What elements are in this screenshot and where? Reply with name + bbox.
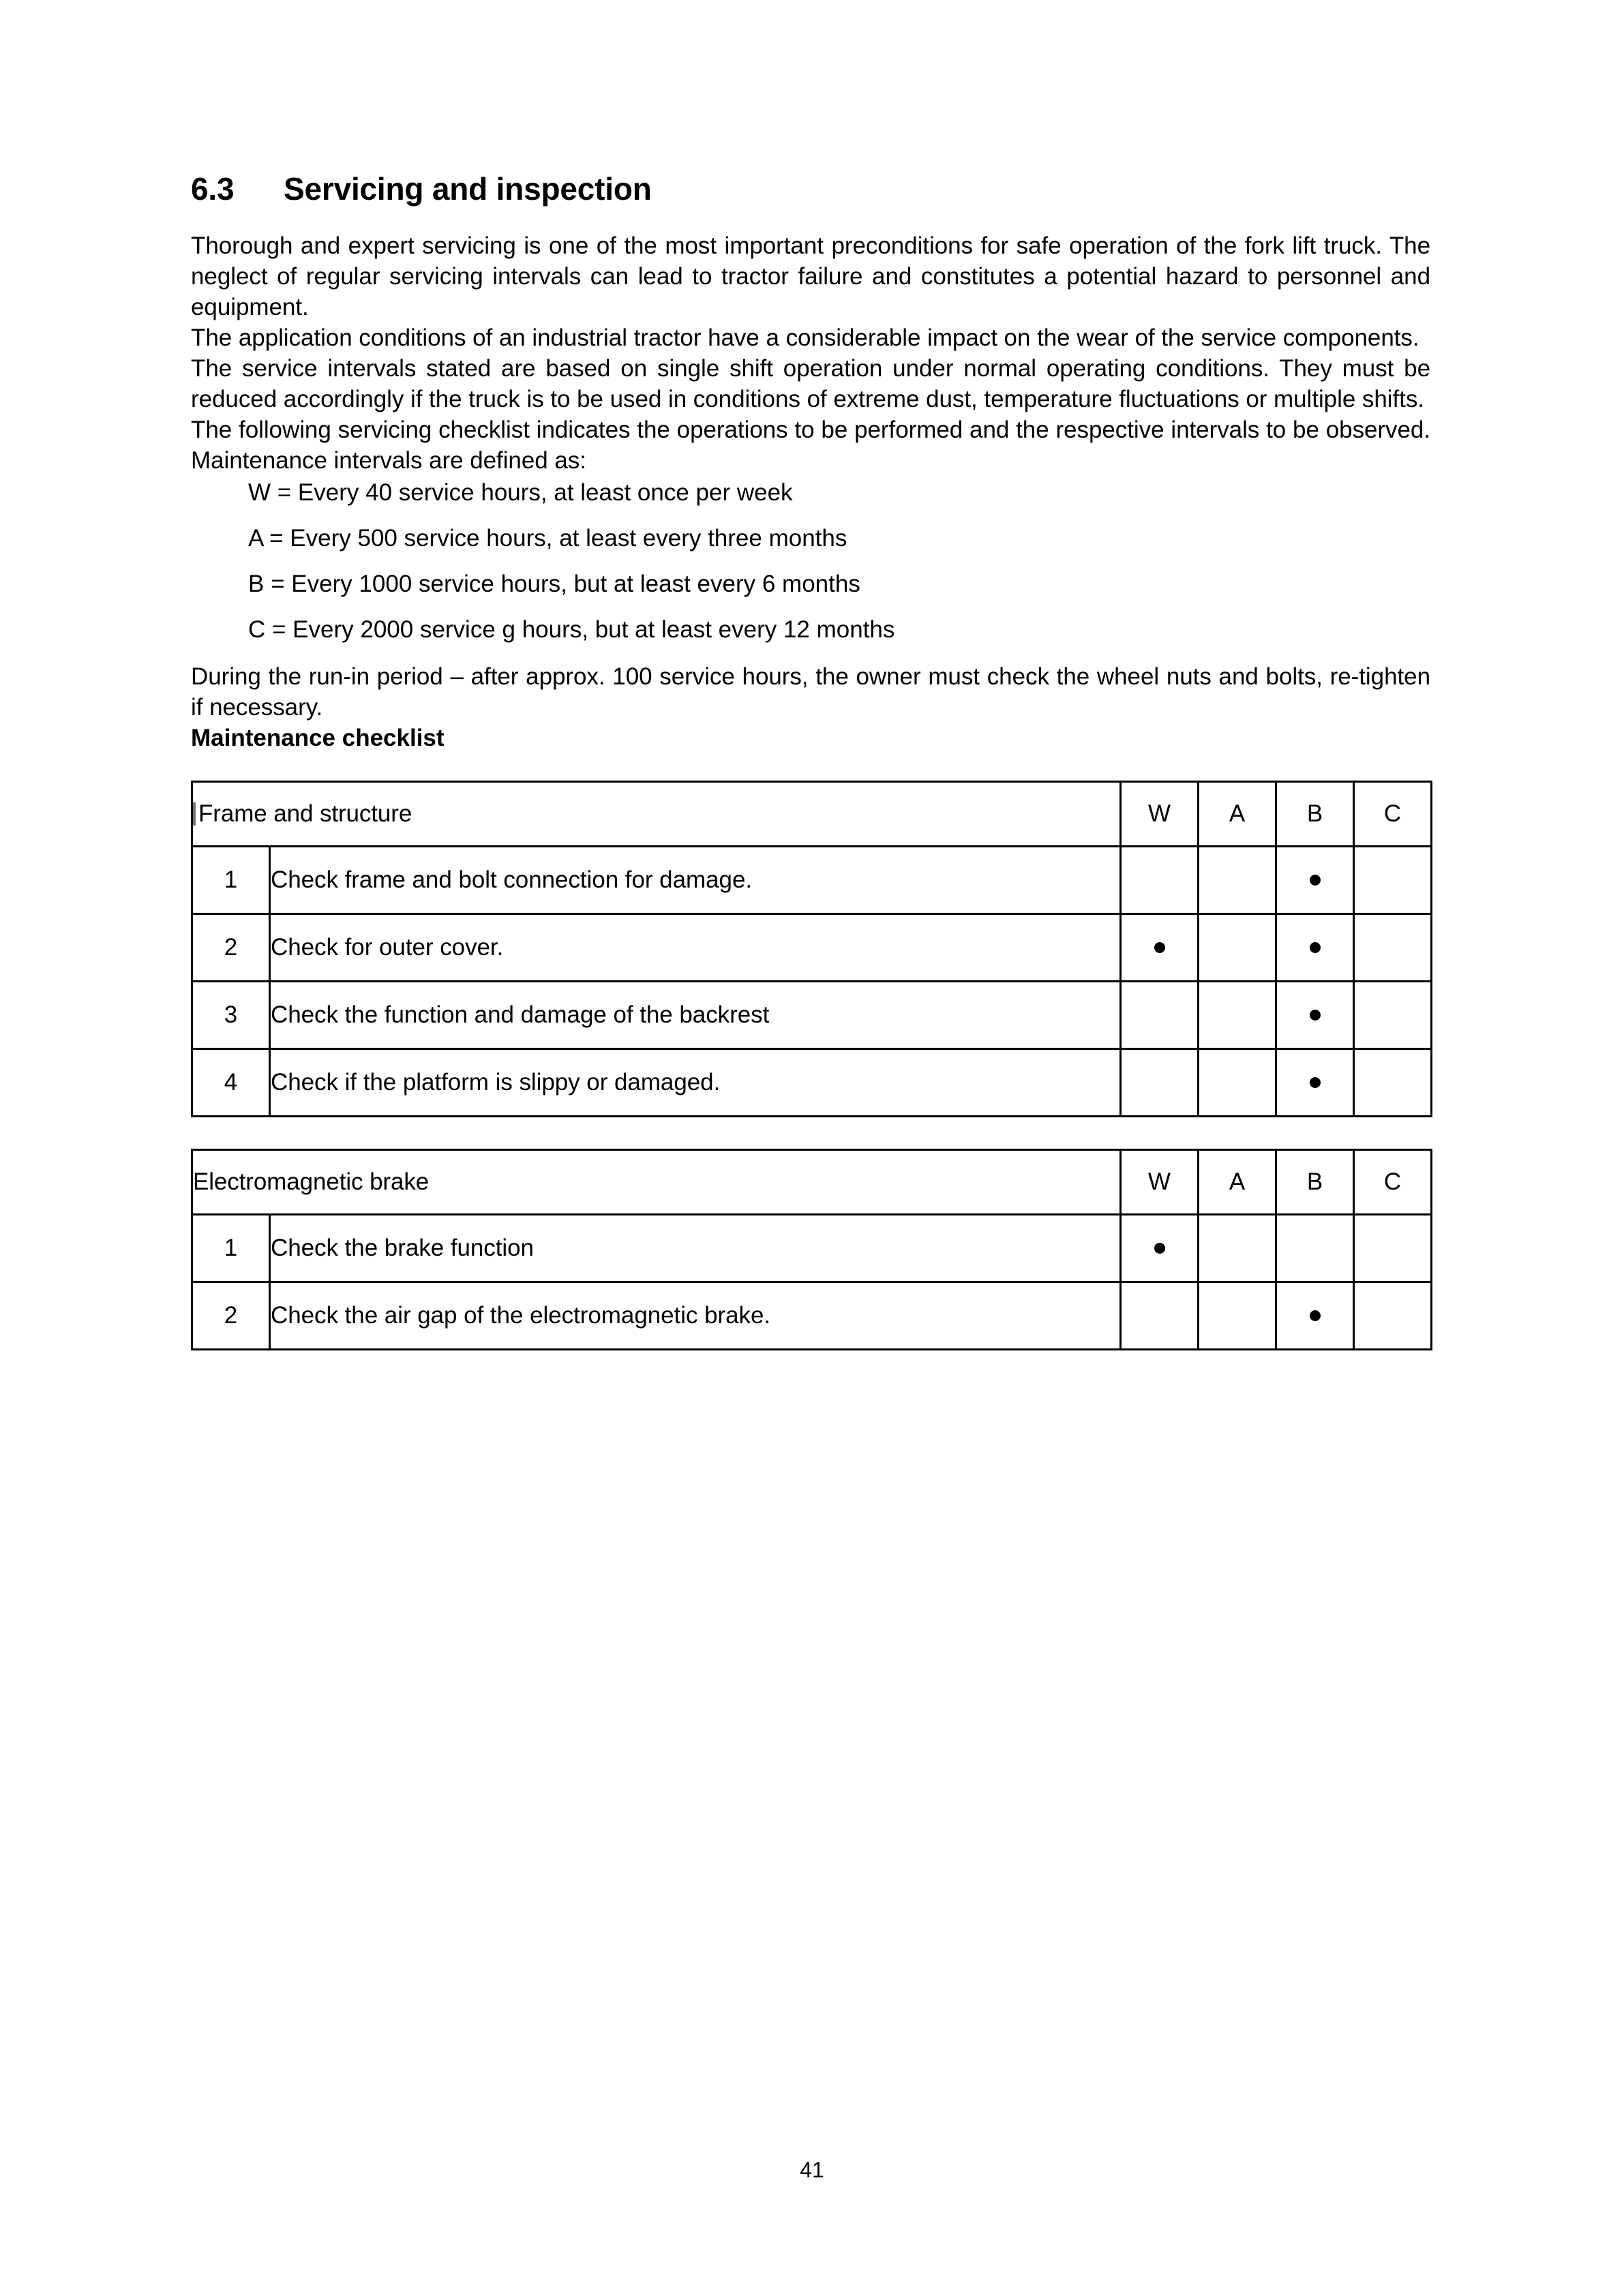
mark-cell-b bbox=[1276, 982, 1354, 1049]
mark-cell-b bbox=[1276, 847, 1354, 914]
interval-definition-w: W = Every 40 service hours, at least once per week bbox=[248, 479, 793, 506]
section-number: 6.3 bbox=[191, 171, 235, 207]
interval-dot bbox=[1310, 875, 1321, 886]
mark-cell-w bbox=[1121, 1215, 1199, 1282]
paragraph-service-intervals: The service intervals stated are based on single shift operation under normal operating conditions. They must be reduced accordingly if the truck is to be used in conditions of extreme dust, temperature fluctuations or multiple shifts. bbox=[191, 355, 1430, 412]
row-number: 4 bbox=[192, 1049, 270, 1117]
paragraph-run-in-note: During the run-in period – after approx. 100 service hours, the owner must check the wheel nuts and bolts, re-tighten if necessary. bbox=[191, 663, 1430, 721]
page-number: 41 bbox=[800, 2158, 824, 2182]
interval-dot bbox=[1310, 942, 1321, 953]
mark-cell-b bbox=[1276, 1049, 1354, 1117]
interval-definition-c: C = Every 2000 service g hours, but at least every 12 months bbox=[248, 616, 895, 643]
maintenance-table-frame-and-structure bbox=[191, 781, 1432, 1117]
interval-definition-list bbox=[191, 477, 1430, 645]
paragraph-checklist-intro: The following servicing checklist indicates the operations to be performed and the respective intervals to be observed. Maintenance intervals are defined as: bbox=[191, 417, 1430, 474]
mark-cell-w bbox=[1121, 847, 1199, 914]
table-title-electromagnetic-brake bbox=[192, 1150, 1121, 1215]
column-header-w: W bbox=[1121, 782, 1199, 847]
column-header-a: A bbox=[1199, 782, 1276, 847]
mark-cell-a bbox=[1199, 847, 1276, 914]
row-number: 2 bbox=[192, 914, 270, 982]
table-row bbox=[192, 1282, 1432, 1350]
row-task-description: Check if the platform is slippy or damaged. bbox=[270, 1049, 1121, 1117]
mark-cell-a bbox=[1199, 1049, 1276, 1117]
mark-cell-a bbox=[1199, 914, 1276, 982]
mark-cell-w bbox=[1121, 1049, 1199, 1117]
mark-cell-a bbox=[1199, 1282, 1276, 1350]
column-header-a: A bbox=[1199, 1150, 1276, 1215]
mark-cell-c bbox=[1354, 1215, 1432, 1282]
mark-cell-w bbox=[1121, 982, 1199, 1049]
row-number: 1 bbox=[192, 1215, 270, 1282]
table-row bbox=[192, 914, 1432, 982]
mark-cell-c bbox=[1354, 1282, 1432, 1350]
row-task-description: Check frame and bolt connection for damage. bbox=[270, 847, 1121, 914]
interval-definition-a: A = Every 500 service hours, at least every three months bbox=[248, 525, 847, 552]
paragraph-application-conditions: The application conditions of an industrial tractor have a considerable impact on the wear of the service components. bbox=[191, 324, 1419, 351]
page-title bbox=[191, 170, 1430, 207]
table-row bbox=[192, 1215, 1432, 1282]
spacer-before-table-1 bbox=[191, 753, 1430, 781]
interval-dot bbox=[1310, 1010, 1321, 1021]
interval-dot bbox=[1310, 1310, 1321, 1321]
row-task-description: Check the air gap of the electromagnetic brake. bbox=[270, 1282, 1121, 1350]
mark-cell-c bbox=[1354, 1049, 1432, 1117]
paragraph-intro: Thorough and expert servicing is one of the most important preconditions for safe operation of the fork lift truck. The neglect of regular servicing intervals can lead to tractor failure and constitutes a potential hazard to personnel and equipment. bbox=[191, 232, 1430, 320]
column-header-c: C bbox=[1354, 1150, 1432, 1215]
spacer-between-tables bbox=[191, 1117, 1430, 1149]
scan-artifact-mark bbox=[193, 802, 196, 826]
table-header-row bbox=[192, 782, 1432, 847]
table-header-row bbox=[192, 1150, 1432, 1215]
table-row bbox=[192, 847, 1432, 914]
table-row bbox=[192, 982, 1432, 1049]
section-title: Servicing and inspection bbox=[284, 171, 652, 207]
interval-dot bbox=[1154, 1243, 1165, 1254]
mark-cell-b bbox=[1276, 914, 1354, 982]
mark-cell-b bbox=[1276, 1215, 1354, 1282]
mark-cell-b bbox=[1276, 1282, 1354, 1350]
mark-cell-a bbox=[1199, 982, 1276, 1049]
mark-cell-c bbox=[1354, 914, 1432, 982]
row-task-description: Check the function and damage of the backrest bbox=[270, 982, 1121, 1049]
mark-cell-w bbox=[1121, 914, 1199, 982]
row-number: 3 bbox=[192, 982, 270, 1049]
maintenance-table-electromagnetic-brake bbox=[191, 1149, 1432, 1350]
row-number: 2 bbox=[192, 1282, 270, 1350]
table-row bbox=[192, 1049, 1432, 1117]
table-title-label: Electromagnetic brake bbox=[193, 1168, 430, 1195]
interval-definition-b: B = Every 1000 service hours, but at least every 6 months bbox=[248, 571, 860, 597]
mark-cell-w bbox=[1121, 1282, 1199, 1350]
row-task-description: Check for outer cover. bbox=[270, 914, 1121, 982]
table-title-label: Frame and structure bbox=[198, 800, 412, 827]
column-header-c: C bbox=[1354, 782, 1432, 847]
interval-dot bbox=[1310, 1077, 1321, 1088]
column-header-b: B bbox=[1276, 782, 1354, 847]
page-content bbox=[191, 170, 1430, 1350]
mark-cell-c bbox=[1354, 847, 1432, 914]
mark-cell-a bbox=[1199, 1215, 1276, 1282]
column-header-b: B bbox=[1276, 1150, 1354, 1215]
row-number: 1 bbox=[192, 847, 270, 914]
column-header-w: W bbox=[1121, 1150, 1199, 1215]
row-task-description: Check the brake function bbox=[270, 1215, 1121, 1282]
mark-cell-c bbox=[1354, 982, 1432, 1049]
table-title-frame-and-structure bbox=[192, 782, 1121, 847]
maintenance-checklist-subheading: Maintenance checklist bbox=[191, 725, 445, 751]
interval-dot bbox=[1154, 942, 1165, 953]
